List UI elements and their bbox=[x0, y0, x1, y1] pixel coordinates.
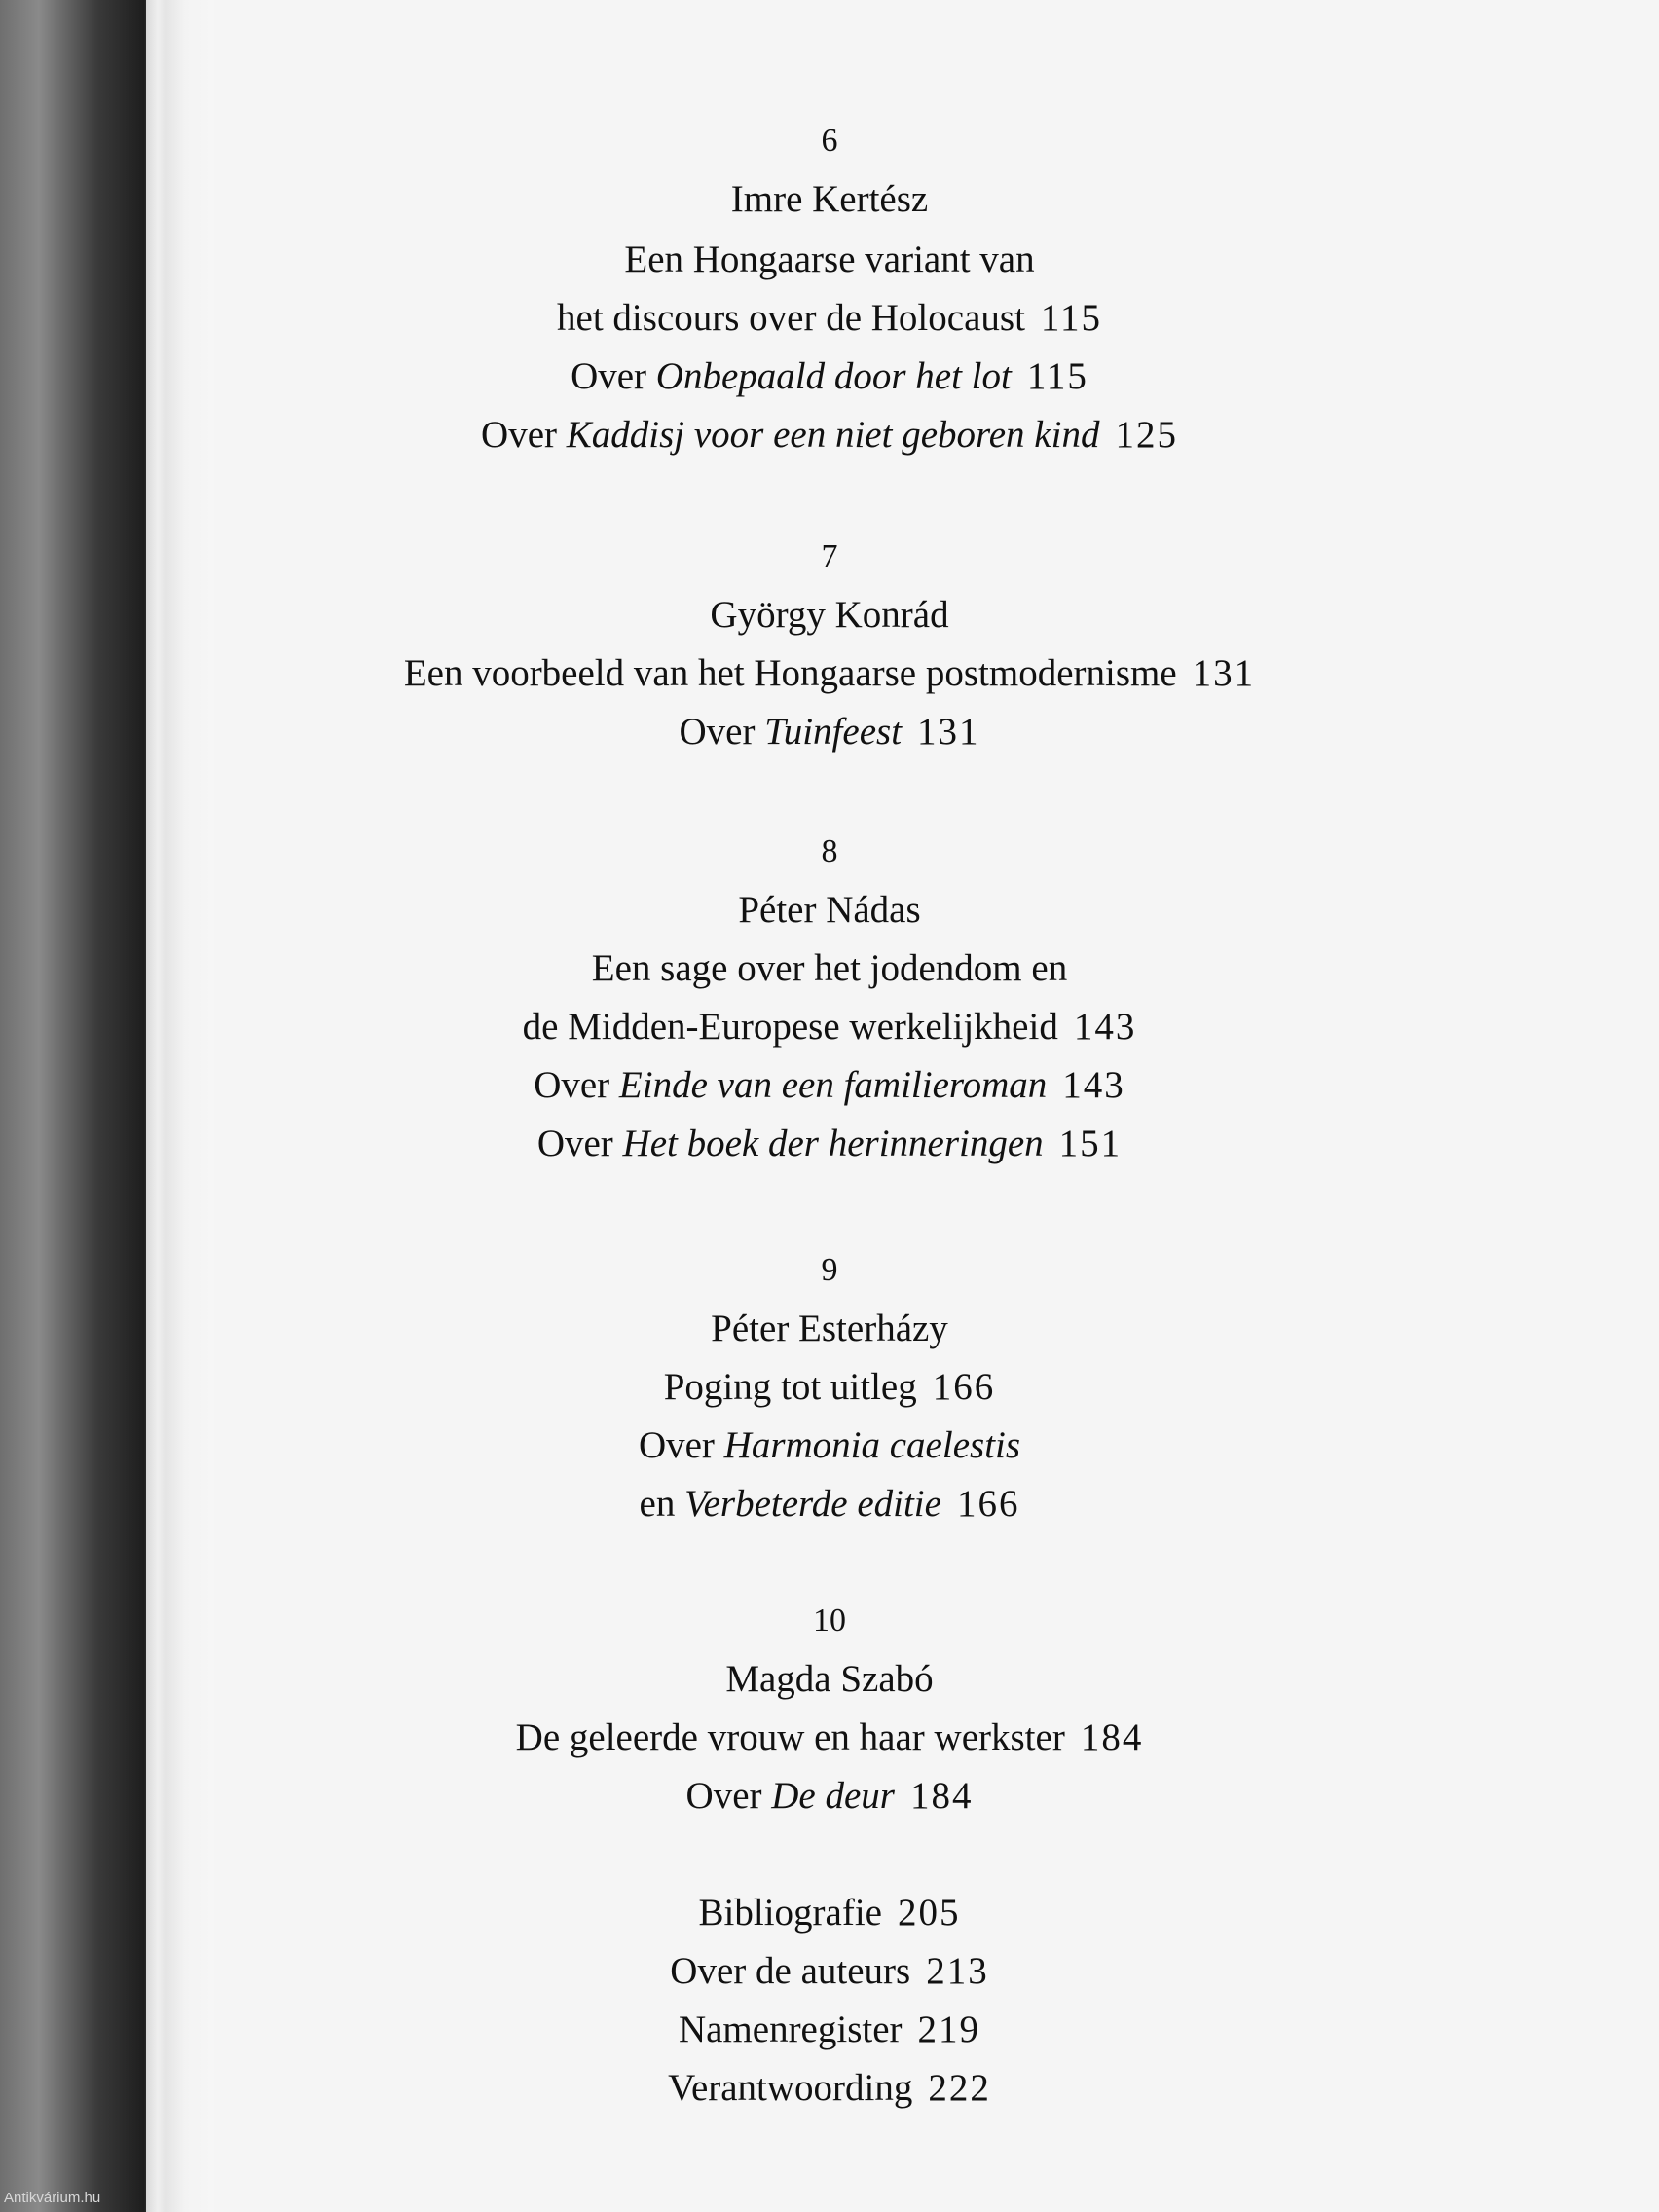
toc-entry bbox=[0, 940, 1659, 998]
toc-entry bbox=[0, 289, 1659, 348]
toc-entry bbox=[0, 703, 1659, 761]
toc-entry bbox=[0, 998, 1659, 1056]
author-name: Imre Kertész bbox=[730, 178, 929, 220]
entry-page-number: 219 bbox=[917, 2009, 981, 2050]
entry-book-title: Het boek der herinneringen bbox=[622, 1123, 1044, 1164]
entry-text: Over bbox=[679, 711, 765, 753]
chapter-number-text: 9 bbox=[821, 1252, 838, 1288]
chapter-author bbox=[0, 170, 1659, 229]
chapter-author bbox=[0, 586, 1659, 645]
chapter-number bbox=[0, 1592, 1659, 1650]
entry-text: Verantwoording bbox=[668, 2067, 913, 2109]
entry-text: Over bbox=[685, 1775, 772, 1817]
entry-page-number: 115 bbox=[1040, 297, 1102, 339]
chapter-author bbox=[0, 1300, 1659, 1358]
toc-entry bbox=[0, 1475, 1659, 1533]
author-name: Péter Nádas bbox=[738, 889, 921, 931]
back-matter-entry bbox=[0, 2001, 1659, 2059]
entry-text: Poging tot uitleg bbox=[663, 1366, 917, 1408]
chapter-number-text: 6 bbox=[821, 123, 838, 159]
toc-entry bbox=[0, 1115, 1659, 1173]
back-matter-entry bbox=[0, 2059, 1659, 2118]
toc-entry bbox=[0, 1358, 1659, 1417]
entry-page-number: 213 bbox=[926, 1950, 989, 1992]
entry-text: Over bbox=[481, 414, 567, 456]
entry-book-title: Harmonia caelestis bbox=[723, 1424, 1021, 1466]
toc-entry bbox=[0, 231, 1659, 289]
entry-text: het discours over de Holocaust bbox=[557, 297, 1025, 339]
back-matter-entry bbox=[0, 1942, 1659, 2001]
toc-entry bbox=[0, 1417, 1659, 1475]
back-matter-entry bbox=[0, 1884, 1659, 1942]
entry-book-title: Einde van een familieroman bbox=[618, 1064, 1048, 1106]
entry-book-title: De deur bbox=[771, 1775, 895, 1817]
entry-page-number: 131 bbox=[917, 711, 980, 753]
entry-page-number: 205 bbox=[897, 1892, 961, 1934]
entry-page-number: 166 bbox=[932, 1366, 996, 1408]
entry-text: Een sage over het jodendom en bbox=[591, 947, 1068, 989]
entry-text: Over bbox=[536, 1123, 623, 1164]
entry-text: Over de auteurs bbox=[670, 1950, 911, 1992]
entry-page-number: 166 bbox=[956, 1483, 1020, 1525]
chapter-number bbox=[0, 1241, 1659, 1300]
chapter-number bbox=[0, 112, 1659, 170]
entry-book-title: Tuinfeest bbox=[764, 711, 903, 753]
toc-entry bbox=[0, 645, 1659, 703]
entry-page-number: 143 bbox=[1062, 1064, 1125, 1106]
author-name: Péter Esterházy bbox=[711, 1308, 948, 1349]
chapter-number-text: 8 bbox=[821, 833, 838, 869]
chapter-number-text: 10 bbox=[813, 1603, 846, 1639]
watermark: Antikvárium.hu bbox=[4, 2190, 101, 2206]
entry-book-title: Kaddisj voor een niet geboren kind bbox=[566, 414, 1100, 456]
entry-text: Een Hongaarse variant van bbox=[624, 239, 1035, 280]
chapter-number bbox=[0, 823, 1659, 881]
toc-entry bbox=[0, 406, 1659, 464]
entry-text: De geleerde vrouw en haar werkster bbox=[515, 1716, 1065, 1758]
toc-entry bbox=[0, 348, 1659, 406]
entry-page-number: 184 bbox=[1080, 1716, 1144, 1758]
entry-book-title: Onbepaald door het lot bbox=[655, 355, 1012, 397]
toc-entry bbox=[0, 1056, 1659, 1115]
entry-text: Bibliografie bbox=[698, 1892, 882, 1934]
entry-page-number: 115 bbox=[1026, 355, 1088, 397]
entry-text: Namenregister bbox=[678, 2009, 903, 2050]
chapter-number-text: 7 bbox=[821, 538, 838, 574]
entry-text: Een voorbeeld van het Hongaarse postmodernisme bbox=[403, 652, 1177, 694]
toc-entry bbox=[0, 1767, 1659, 1825]
entry-page-number: 131 bbox=[1192, 652, 1256, 694]
entry-text: Over bbox=[534, 1064, 619, 1106]
chapter-author bbox=[0, 881, 1659, 940]
entry-text: en bbox=[639, 1483, 685, 1525]
entry-text: Over bbox=[571, 355, 656, 397]
entry-page-number: 222 bbox=[928, 2067, 991, 2109]
entry-book-title: Verbeterde editie bbox=[684, 1483, 941, 1525]
entry-page-number: 143 bbox=[1073, 1006, 1137, 1048]
chapter-number bbox=[0, 528, 1659, 586]
entry-page-number: 151 bbox=[1058, 1123, 1123, 1164]
toc-entry bbox=[0, 1709, 1659, 1767]
author-name: Magda Szabó bbox=[725, 1658, 934, 1700]
chapter-author bbox=[0, 1650, 1659, 1709]
entry-page-number: 184 bbox=[909, 1775, 974, 1817]
author-name: György Konrád bbox=[710, 594, 949, 636]
entry-text: de Midden-Europese werkelijkheid bbox=[522, 1006, 1058, 1048]
entry-text: Over bbox=[638, 1424, 724, 1466]
entry-page-number: 125 bbox=[1115, 414, 1178, 456]
